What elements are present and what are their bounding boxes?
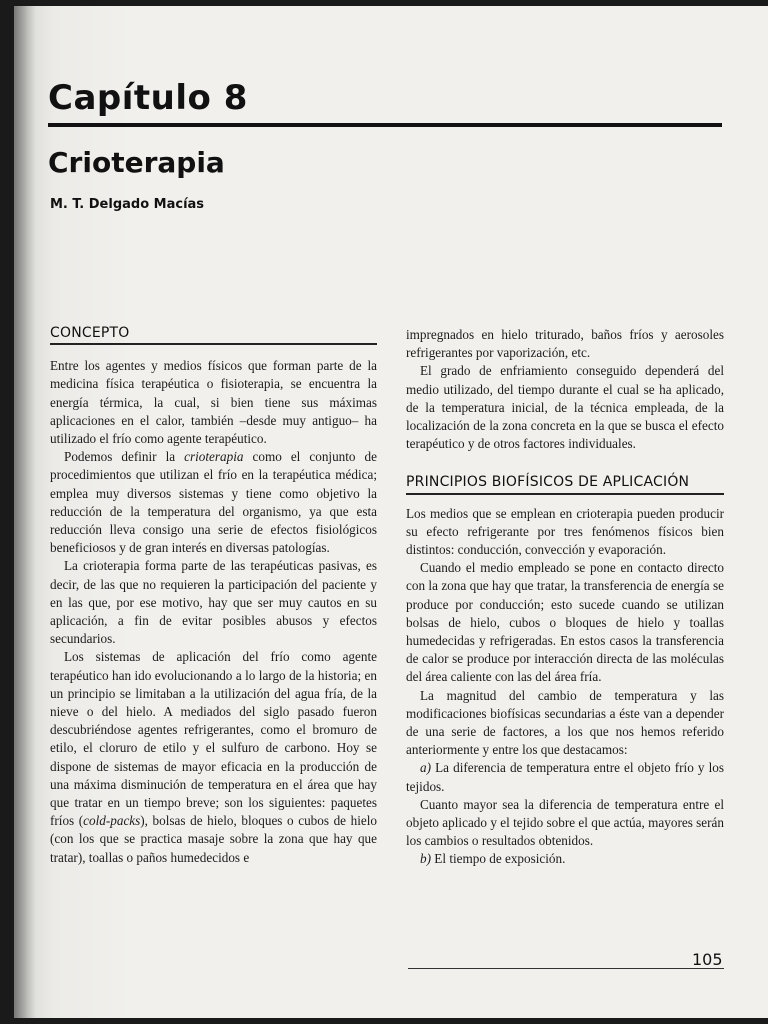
page-number: 105	[692, 950, 723, 969]
section-heading-concepto: CONCEPTO	[50, 324, 377, 345]
author-name: M. T. Delgado Macías	[50, 197, 205, 212]
list-label: b)	[420, 851, 431, 867]
text-run: Podemos definir la	[64, 449, 185, 465]
book-page	[14, 6, 768, 1018]
list-label: a)	[420, 760, 431, 776]
chapter-rule	[48, 123, 722, 127]
gutter-shadow	[14, 6, 36, 1018]
paragraph: La magnitud del cambio de temperatura y las modificaciones biofísicas secundarias a éste van a depender de una serie de factores, a los que nos hemos referido anteriormente y entre los que destacamos:	[406, 687, 724, 758]
section-heading-principios: PRINCIPIOS BIOFÍSICOS DE APLICACIÓN	[406, 473, 724, 494]
emphasis-term: crioterapia	[184, 449, 244, 465]
paragraph: Cuanto mayor sea la diferencia de temperatura entre el objeto aplicado y el tejido sobre el que actúa, mayores serán los cambios o resultados obtenidos.	[406, 796, 724, 849]
paragraph: Entre los agentes y medios físicos que forman parte de la medicina física terapéutica o fisioterapia, se encuentra la energía térmica, la cual, si bien tiene sus máximas aplicaciones en el calor, también –desde muy antiguo– ha utilizado el frío como agente terapéutico.	[50, 358, 377, 447]
paragraph	[50, 648, 377, 866]
emphasis-term: cold-packs	[83, 813, 141, 829]
text-run: Los sistemas de aplicación del frío como agente terapéutico han ido evolucionando a lo largo de la historia; en un principio se limitaban a la utilización del agua fría, de la nieve o del hielo. A mediados del siglo pasado fueron descubriéndose agentes refrigerantes, como el bromuro de etilo, el cloruro de etilo y el sulfuro de carbono. Hoy se dispone de sistemas de mayor eficacia en la producción de una máxima disminución de temperatura en el área que hay que tratar en un tiempo breve; son los siguientes: paquetes fríos (	[50, 649, 377, 829]
text-run: La diferencia de temperatura entre el objeto frío y los tejidos.	[406, 760, 724, 794]
right-column	[406, 326, 724, 869]
paragraph	[50, 448, 377, 557]
left-column	[50, 324, 377, 867]
text-run: ), bolsas de hielo, bloques o cubos de hielo (con los que se practica masaje sobre la zona que hay que tratar), toallas o paños humedecidos e	[50, 813, 377, 865]
paragraph: El grado de enfriamiento conseguido dependerá del medio utilizado, del tiempo durante el cual se ha aplicado, de la temperatura inicial, de la técnica empleada, de la localización de la zona concreta en la que se busca el efecto terapéutico y de otros factores individuales.	[406, 363, 724, 452]
paragraph: impregnados en hielo triturado, baños fríos y aerosoles refrigerantes por vaporización, etc.	[406, 327, 724, 361]
list-item	[406, 759, 724, 795]
paragraph: Los medios que se emplean en crioterapia pueden producir su efecto refrigerante por tres fenómenos físicos bien distintos: conducción, convección y evaporación.	[406, 505, 724, 558]
text-run: como el conjunto de procedimientos que utilizan el frío en la terapéutica médica; emplea muy diversos sistemas y tiene como objetivo la reducción de la temperatura del organismo, ya que esta reducción lleva consigo una serie de efectos fisiológicos beneficiosos y de gran interés en diversas patologías.	[50, 449, 377, 556]
paragraph: La crioterapia forma parte de las terapéuticas pasivas, es decir, de las que no requieren la participación del paciente y en las que, por ese motivo, hay que ser muy cautos en su aplicación, a fin de evitar posibles abusos y efectos secundarios.	[50, 558, 377, 647]
paragraph: Cuando el medio empleado se pone en contacto directo con la zona que hay que tratar, la transferencia de energía se produce por conducción; esto sucede cuando se utilizan bolsas de hielo, cubos o bloques de hielo y toallas humedecidas y refrigeradas. En estos casos la transferencia de calor se produce por interacción directa de las moléculas del área caliente con las del área fría.	[406, 560, 724, 685]
chapter-title: Crioterapia	[48, 146, 225, 179]
list-item	[406, 850, 724, 868]
chapter-heading: Capítulo 8	[48, 78, 248, 118]
text-run: El tiempo de exposición.	[431, 851, 566, 867]
footer-rule	[408, 968, 724, 969]
